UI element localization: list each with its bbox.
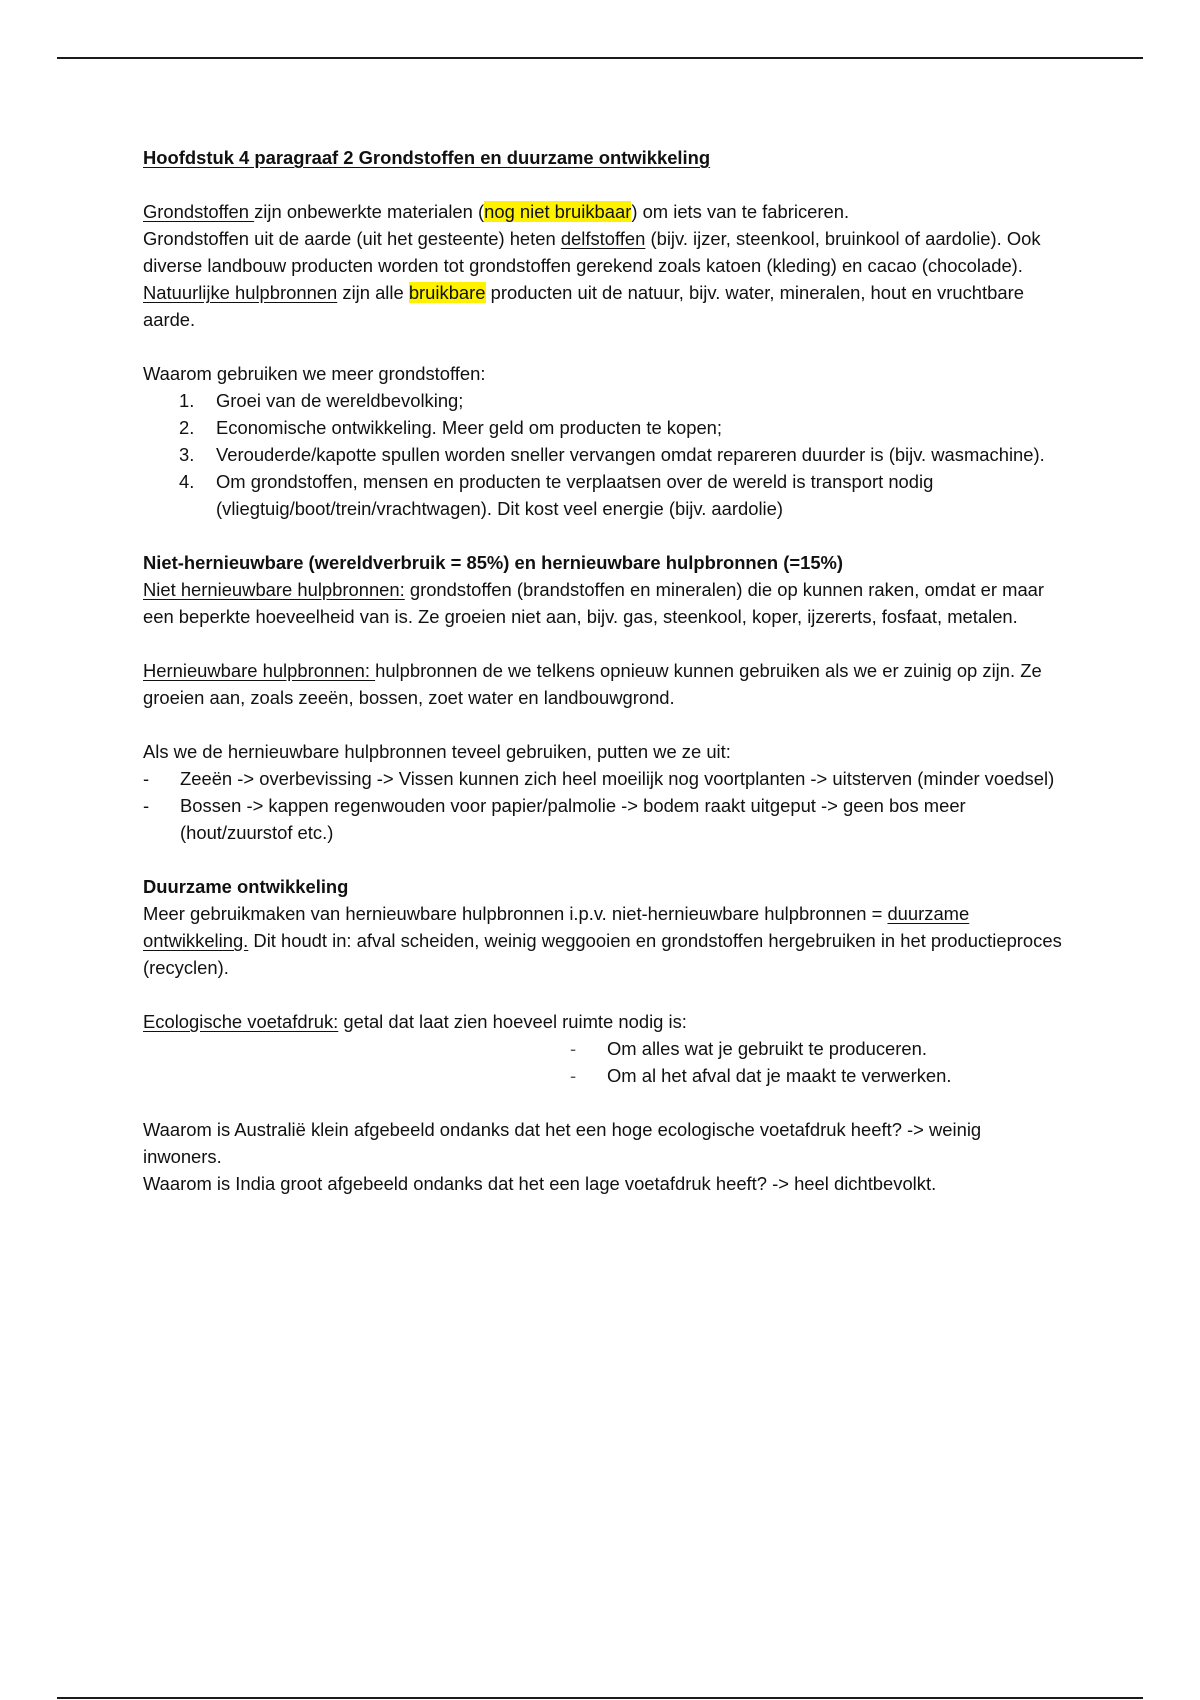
text: Dit houdt in: afval scheiden, weinig weggooien en grondstoffen hergebruiken in het productieproces (recyclen). [143, 930, 1062, 978]
term-delfstoffen: delfstoffen [560, 228, 646, 249]
text: Grondstoffen uit de aarde (uit het gesteente) heten [143, 228, 561, 249]
voetafdruk-list [143, 1035, 1063, 1089]
list-number: 2. [179, 417, 195, 438]
list-item [179, 441, 1063, 468]
list-text: Verouderde/kapotte spullen worden sneller vervangen omdat repareren duurder is (bijv. wasmachine). [216, 444, 1045, 465]
list-text: Om al het afval dat je maakt te verwerken. [607, 1065, 952, 1086]
term-duurzame-ontwikkeling: duurzame ontwikkeling. [143, 903, 970, 951]
text: zijn onbewerkte materialen ( [254, 201, 485, 222]
list-item [179, 414, 1063, 441]
text: Meer gebruikmaken van hernieuwbare hulpbronnen i.p.v. niet-hernieuwbare hulpbronnen = [143, 903, 888, 924]
list-text: Groei van de wereldbevolking; [216, 390, 464, 411]
dash-bullet: - [570, 1038, 577, 1059]
term-natuurlijke-hulpbronnen: Natuurlijke hulpbronnen [143, 282, 338, 303]
list-text: Om alles wat je gebruikt te produceren. [607, 1038, 927, 1059]
term-niet-hernieuwbare: Niet hernieuwbare hulpbronnen: [143, 579, 405, 600]
list-item [179, 468, 1063, 522]
paragraph-natuurlijke-hulpbronnen [143, 279, 1063, 333]
list-text: Bossen -> kappen regenwouden voor papier/palmolie -> bodem raakt uitgeput -> geen bos meer (hout/zuurstof etc.) [180, 795, 966, 843]
list-text: Economische ontwikkeling. Meer geld om producten te kopen; [216, 417, 723, 438]
list-text: Om grondstoffen, mensen en producten te verplaatsen over de wereld is transport nodig (vliegtuig/boot/trein/vrachtwagen). Dit kost veel energie (bijv. aardolie) [216, 471, 934, 519]
dash-bullet: - [143, 795, 150, 816]
paragraph-grondstoffen [143, 198, 1063, 279]
paragraph-ecologische-voetafdruk [143, 1008, 1063, 1035]
header-rule [57, 57, 1143, 59]
text: ) om iets van te fabriceren. [631, 201, 850, 222]
uitputten-intro: Als we de hernieuwbare hulpbronnen teveel gebruiken, putten we ze uit: [143, 741, 731, 762]
question-india: Waarom is India groot afgebeeld ondanks dat het een lage voetafdruk heeft? -> heel dichtbevolkt. [143, 1173, 937, 1194]
text: hulpbronnen de we telkens opnieuw kunnen gebruiken als we er zuinig op zijn. Ze groeien aan, zoals zeeën, bossen, zoet water en landbouwgrond. [143, 660, 1042, 708]
list-item [143, 792, 1063, 846]
highlight-nog-niet-bruikbaar: nog niet bruikbaar [484, 201, 632, 222]
list-item [179, 387, 1063, 414]
why-intro: Waarom gebruiken we meer grondstoffen: [143, 363, 486, 384]
paragraph-niet-hernieuwbaar [143, 576, 1063, 630]
term-hernieuwbare: Hernieuwbare hulpbronnen: [143, 660, 376, 681]
document-body [143, 144, 1063, 1197]
dash-bullet: - [143, 768, 150, 789]
paragraph-hernieuwbaar [143, 657, 1063, 711]
list-item [570, 1062, 1063, 1089]
list-number: 3. [179, 444, 195, 465]
list-number: 4. [179, 471, 195, 492]
section-heading-hulpbronnen: Niet-hernieuwbare (wereldverbruik = 85%) en hernieuwbare hulpbronnen (=15%) [143, 552, 844, 573]
list-number: 1. [179, 390, 195, 411]
text: zijn alle [337, 282, 409, 303]
section-heading-duurzaam: Duurzame ontwikkeling [143, 876, 349, 897]
list-text: Zeeën -> overbevissing -> Vissen kunnen zich heel moeilijk nog voortplanten -> uitsterven (minder voedsel) [180, 768, 1055, 789]
text: grondstoffen (brandstoffen en mineralen) die op kunnen raken, omdat er maar een beperkte hoeveelheid van is. Ze groeien niet aan, bijv. gas, steenkool, koper, ijzererts, fosfaat, metalen. [143, 579, 1045, 627]
page-title: Hoofdstuk 4 paragraaf 2 Grondstoffen en duurzame ontwikkeling [143, 147, 711, 168]
list-item [570, 1035, 1063, 1062]
uitputten-list [143, 765, 1063, 846]
text: getal dat laat zien hoeveel ruimte nodig is: [338, 1011, 687, 1032]
paragraph-duurzaam [143, 900, 1063, 981]
footer-rule [57, 1697, 1143, 1699]
question-australie: Waarom is Australië klein afgebeeld ondanks dat het een hoge ecologische voetafdruk heeft? -> weinig inwoners. [143, 1119, 982, 1167]
why-list [143, 387, 1063, 522]
term-grondstoffen: Grondstoffen [143, 201, 255, 222]
text: (bijv. ijzer, steenkool, bruinkool of aardolie). Ook diverse landbouw producten worden tot grondstoffen gerekend zoals katoen (kleding) en cacao (chocolade). [143, 228, 1041, 276]
dash-bullet: - [570, 1065, 577, 1086]
list-item [143, 765, 1063, 792]
text: producten uit de natuur, bijv. water, mineralen, hout en vruchtbare aarde. [143, 282, 1024, 330]
highlight-bruikbare: bruikbare [408, 282, 486, 303]
term-ecologische-voetafdruk: Ecologische voetafdruk: [143, 1011, 339, 1032]
